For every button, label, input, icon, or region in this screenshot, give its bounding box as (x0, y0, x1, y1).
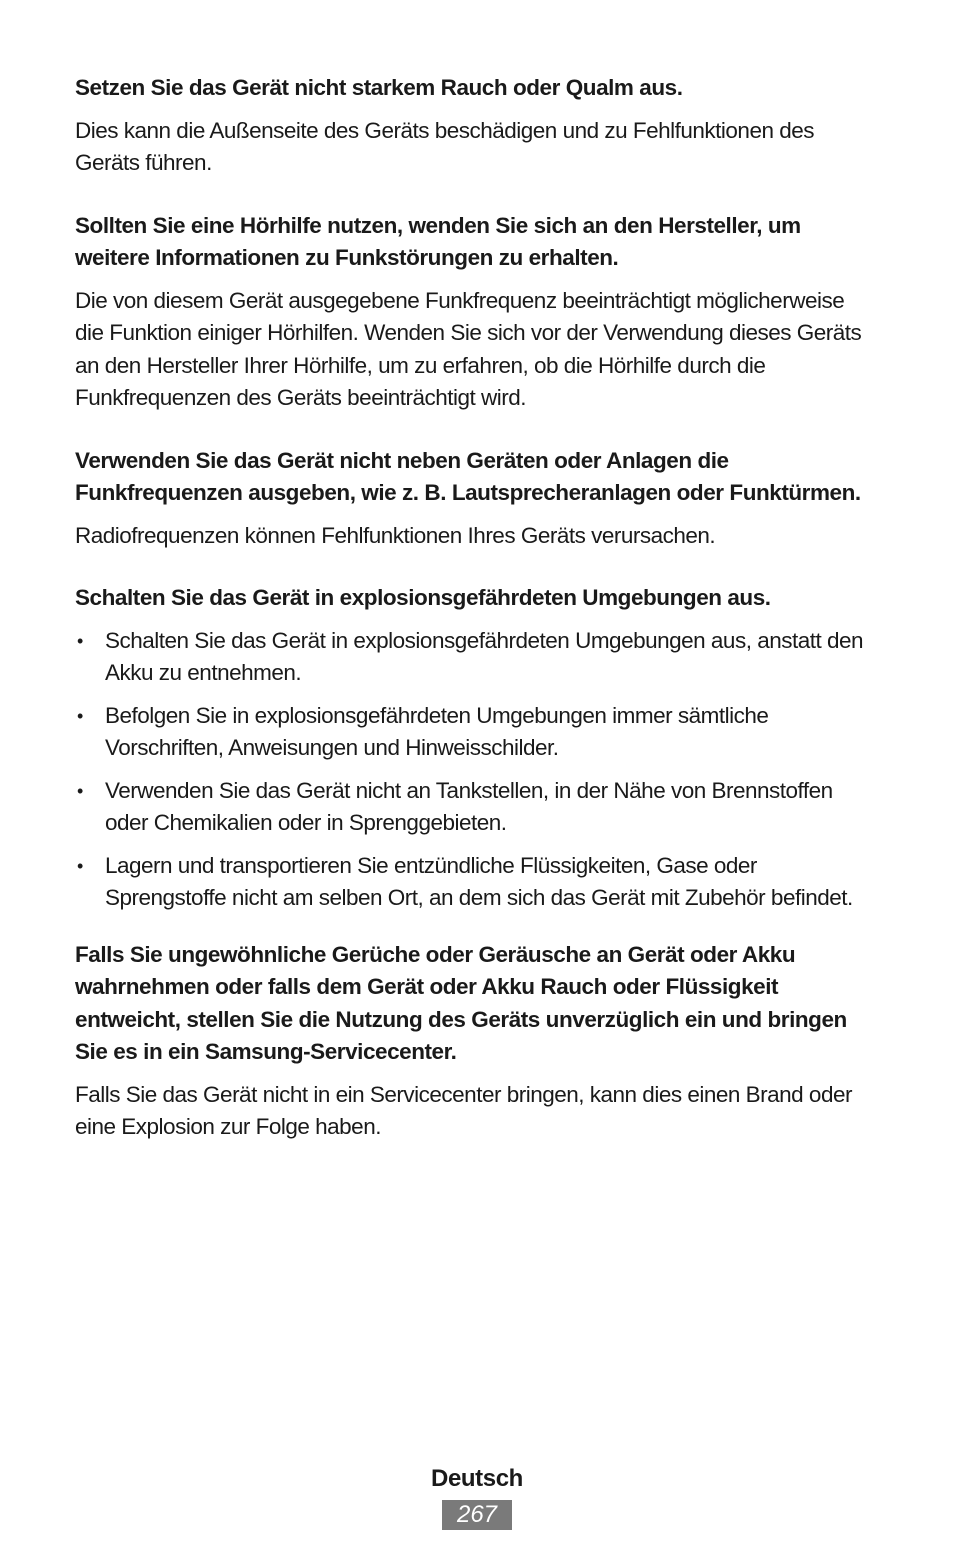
list-item-text: Schalten Sie das Gerät in explosionsgefährdeten Umgebungen aus, anstatt den Akku zu entnehmen. (105, 627, 864, 685)
section-hearing-aid (75, 210, 875, 415)
document-page (75, 72, 875, 1174)
section-body: Die von diesem Gerät ausgegebene Funkfrequenz beeinträchtigt möglicherweise die Funktion einiger Hörhilfen. Wenden Sie sich vor der Verwendung dieses Geräts an den Hersteller Ihrer Hörhilfe, um zu erfahren, ob die Hörhilfe durch die Funkfrequenzen des Geräts beeinträchtigt wird. (75, 287, 862, 410)
list-item-text: Befolgen Sie in explosionsgefährdeten Umgebungen immer sämtliche Vorschriften, Anweisungen und Hinweisschilder. (105, 702, 769, 760)
bullet-list (75, 625, 875, 915)
bullet-icon: • (77, 855, 83, 876)
page-footer (0, 1462, 954, 1530)
page-number: 267 (442, 1500, 512, 1530)
section-unusual-smell (75, 939, 875, 1144)
bullet-icon: • (77, 630, 83, 651)
section-body: Dies kann die Außenseite des Geräts beschädigen und zu Fehlfunktionen des Geräts führen. (75, 117, 815, 175)
section-smoke (75, 72, 875, 180)
list-item (75, 775, 875, 840)
section-explosive-environments (75, 582, 875, 915)
section-heading: Verwenden Sie das Gerät nicht neben Geräten oder Anlagen die Funkfrequenzen ausgeben, wie z. B. Lautsprecheranlagen oder Funktürmen. (75, 447, 861, 505)
section-body: Radiofrequenzen können Fehlfunktionen Ihres Geräts verursachen. (75, 522, 716, 548)
list-item (75, 850, 875, 915)
list-item (75, 625, 875, 690)
bullet-icon: • (77, 780, 83, 801)
footer-language: Deutsch (431, 1465, 523, 1492)
list-item (75, 700, 875, 765)
list-item-text: Verwenden Sie das Gerät nicht an Tankstellen, in der Nähe von Brennstoffen oder Chemikalien oder in Sprenggebieten. (105, 777, 833, 835)
section-body: Falls Sie das Gerät nicht in ein Servicecenter bringen, kann dies einen Brand oder eine Explosion zur Folge haben. (75, 1081, 852, 1139)
section-heading: Setzen Sie das Gerät nicht starkem Rauch oder Qualm aus. (75, 75, 683, 100)
list-item-text: Lagern und transportieren Sie entzündliche Flüssigkeiten, Gase oder Sprengstoffe nicht am selben Ort, an dem sich das Gerät mit Zubehör befindet. (105, 852, 853, 910)
section-heading: Sollten Sie eine Hörhilfe nutzen, wenden Sie sich an den Hersteller, um weitere Informationen zu Funkstörungen zu erhalten. (75, 212, 801, 270)
section-radio-frequency (75, 445, 875, 553)
bullet-icon: • (77, 705, 83, 726)
section-heading: Falls Sie ungewöhnliche Gerüche oder Geräusche an Gerät oder Akku wahrnehmen oder falls dem Gerät oder Akku Rauch oder Flüssigkeit entweicht, stellen Sie die Nutzung des Geräts unverzüglich ein und bringen Sie es in ein Samsung-Servicecenter. (75, 941, 847, 1064)
section-heading: Schalten Sie das Gerät in explosionsgefährdeten Umgebungen aus. (75, 585, 771, 610)
